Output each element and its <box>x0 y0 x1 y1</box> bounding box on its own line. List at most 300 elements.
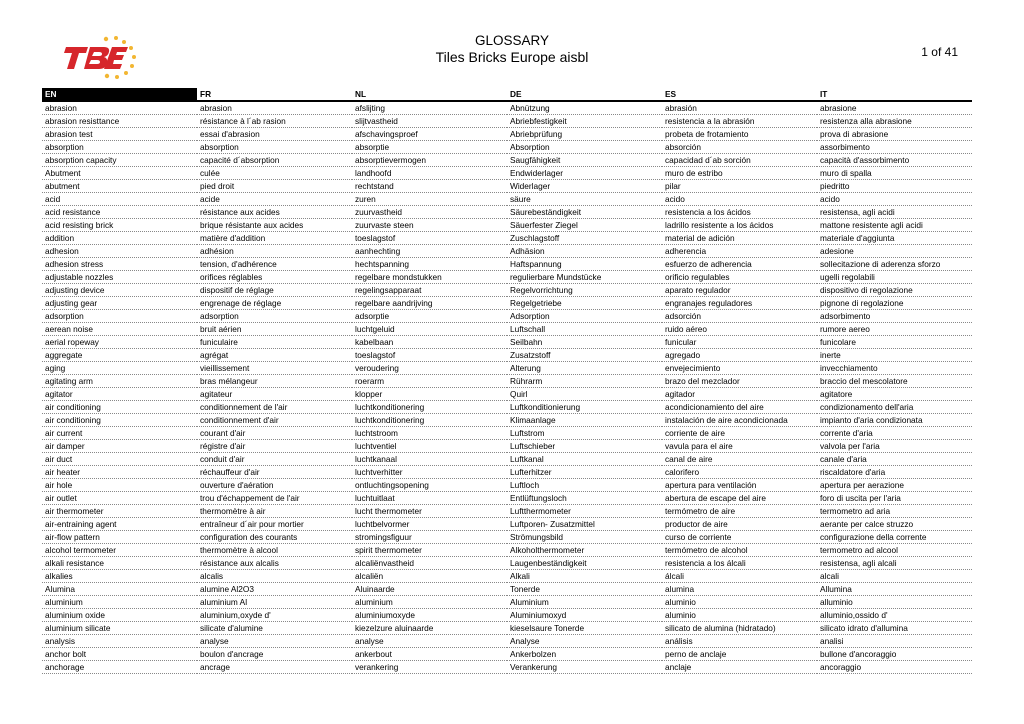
table-cell-it: ugelli regolabili <box>817 271 972 284</box>
table-row <box>42 544 972 557</box>
table-cell-es: resistencia a los álcali <box>662 557 817 570</box>
table-row <box>42 362 972 375</box>
table-cell-de: Luftkonditionierung <box>507 401 662 414</box>
table-cell-it: rumore aereo <box>817 323 972 336</box>
table-cell-es: aparato regulador <box>662 284 817 297</box>
table-cell-en: abrasion test <box>42 128 197 141</box>
table-cell-it: muro di spalla <box>817 167 972 180</box>
table-cell-nl: toeslagstof <box>352 232 507 245</box>
table-cell-es: corriente de aire <box>662 427 817 440</box>
table-cell-nl: toeslagstof <box>352 349 507 362</box>
table-row <box>42 154 972 167</box>
table-row <box>42 193 972 206</box>
table-cell-es: muro de estribo <box>662 167 817 180</box>
table-cell-nl: alcaliënvastheid <box>352 557 507 570</box>
table-cell-es: álcali <box>662 570 817 583</box>
table-cell-de: Verankerung <box>507 661 662 674</box>
table-row <box>42 427 972 440</box>
table-cell-en: anchorage <box>42 661 197 674</box>
page-number: 1 of 41 <box>921 45 958 59</box>
table-cell-it: funicolare <box>817 336 972 349</box>
table-row <box>42 648 972 661</box>
table-cell-de: Säurebeständigkeit <box>507 206 662 219</box>
table-cell-nl: stromingsfiguur <box>352 531 507 544</box>
table-cell-en: air-flow pattern <box>42 531 197 544</box>
table-cell-it: agitatore <box>817 388 972 401</box>
table-cell-nl: regelingsapparaat <box>352 284 507 297</box>
table-cell-en: Abutment <box>42 167 197 180</box>
table-cell-en: air-entraining agent <box>42 518 197 531</box>
table-cell-en: absorption capacity <box>42 154 197 167</box>
table-row <box>42 323 972 336</box>
table-row <box>42 128 972 141</box>
table-cell-de: Saugfähigkeit <box>507 154 662 167</box>
table-cell-de: Abriebprüfung <box>507 128 662 141</box>
table-cell-en: air duct <box>42 453 197 466</box>
table-cell-fr: résistance à l´ab rasion <box>197 115 352 128</box>
table-cell-de: Analyse <box>507 635 662 648</box>
table-cell-en: analysis <box>42 635 197 648</box>
table-cell-nl: luchtkanaal <box>352 453 507 466</box>
table-row <box>42 466 972 479</box>
table-row <box>42 492 972 505</box>
table-cell-es: funicular <box>662 336 817 349</box>
table-cell-de: Haftspannung <box>507 258 662 271</box>
table-cell-en: air thermometer <box>42 505 197 518</box>
table-cell-de: Luftstrom <box>507 427 662 440</box>
table-cell-es: análisis <box>662 635 817 648</box>
table-cell-es: agitador <box>662 388 817 401</box>
table-cell-es: capacidad d´ab sorción <box>662 154 817 167</box>
table-cell-en: abrasion resisttance <box>42 115 197 128</box>
table-row <box>42 414 972 427</box>
table-row <box>42 271 972 284</box>
table-cell-nl: landhoofd <box>352 167 507 180</box>
table-cell-fr: ouverture d'aération <box>197 479 352 492</box>
table-cell-nl: lucht thermometer <box>352 505 507 518</box>
table-cell-fr: thermomètre à alcool <box>197 544 352 557</box>
table-cell-fr: silicate d'alumine <box>197 622 352 635</box>
table-cell-fr: essai d'abrasion <box>197 128 352 141</box>
table-cell-fr: courant d'air <box>197 427 352 440</box>
table-cell-es: calorifero <box>662 466 817 479</box>
table-cell-nl: aluminium <box>352 596 507 609</box>
table-cell-nl: luchtbelvormer <box>352 518 507 531</box>
table-cell-de: Alterung <box>507 362 662 375</box>
table-cell-it: corrente d'aria <box>817 427 972 440</box>
table-row <box>42 570 972 583</box>
table-cell-it: prova di abrasione <box>817 128 972 141</box>
column-header-es: ES <box>665 89 677 99</box>
table-cell-es: abertura de escape del aire <box>662 492 817 505</box>
table-cell-nl: regelbare aandrijving <box>352 297 507 310</box>
table-cell-nl: veroudering <box>352 362 507 375</box>
table-cell-de: Rührarm <box>507 375 662 388</box>
table-cell-nl: zuurvaste steen <box>352 219 507 232</box>
table-row <box>42 622 972 635</box>
table-cell-fr: adsorption <box>197 310 352 323</box>
table-cell-nl: rechtstand <box>352 180 507 193</box>
table-row <box>42 557 972 570</box>
table-cell-en: adjustable nozzles <box>42 271 197 284</box>
table-cell-nl: kabelbaan <box>352 336 507 349</box>
table-cell-nl: alcaliën <box>352 570 507 583</box>
table-cell-fr: analyse <box>197 635 352 648</box>
table-cell-fr: matière d'addition <box>197 232 352 245</box>
table-cell-fr: ancrage <box>197 661 352 674</box>
table-cell-fr: pied droit <box>197 180 352 193</box>
table-cell-en: acid resistance <box>42 206 197 219</box>
table-cell-es: apertura para ventilación <box>662 479 817 492</box>
table-cell-de: Endwiderlager <box>507 167 662 180</box>
table-row <box>42 401 972 414</box>
table-cell-de: Zuschlagstoff <box>507 232 662 245</box>
table-cell-en: aggregate <box>42 349 197 362</box>
table-cell-nl: luchtverhitter <box>352 466 507 479</box>
table-row <box>42 375 972 388</box>
table-cell-de: Luftkanal <box>507 453 662 466</box>
table-cell-it: riscaldatore d'aria <box>817 466 972 479</box>
table-cell-fr: agitateur <box>197 388 352 401</box>
table-cell-de: Alkali <box>507 570 662 583</box>
table-cell-nl: afslijting <box>352 101 507 115</box>
table-cell-fr: aluminium Al <box>197 596 352 609</box>
table-cell-it: configurazione della corrente <box>817 531 972 544</box>
table-cell-en: air conditioning <box>42 414 197 427</box>
table-cell-de: Adsorption <box>507 310 662 323</box>
column-header-it: IT <box>820 89 828 99</box>
table-cell-de: kieselsaure Tonerde <box>507 622 662 635</box>
page-title: GLOSSARY <box>474 33 550 48</box>
table-cell-en: aluminium oxide <box>42 609 197 622</box>
table-cell-it: acido <box>817 193 972 206</box>
table-row <box>42 518 972 531</box>
table-cell-nl: slijtvastheid <box>352 115 507 128</box>
table-cell-de: Klimaanlage <box>507 414 662 427</box>
table-cell-de: Säuerfester Ziegel <box>507 219 662 232</box>
table-cell-it: bullone d'ancoraggio <box>817 648 972 661</box>
table-cell-es: resistencia a la abrasión <box>662 115 817 128</box>
table-cell-it: condizionamento dell'aria <box>817 401 972 414</box>
table-cell-nl: ontluchtingsopening <box>352 479 507 492</box>
table-cell-en: adhesion <box>42 245 197 258</box>
table-cell-fr: configuration des courants <box>197 531 352 544</box>
table-cell-es: productor de aire <box>662 518 817 531</box>
table-cell-it: valvola per l'aria <box>817 440 972 453</box>
table-row <box>42 101 972 115</box>
table-cell-fr: bruit aérien <box>197 323 352 336</box>
table-cell-en: acid resisting brick <box>42 219 197 232</box>
table-header-row <box>42 88 972 101</box>
table-cell-nl: absorptievermogen <box>352 154 507 167</box>
table-cell-de: Abnützung <box>507 101 662 115</box>
table-cell-fr: agrégat <box>197 349 352 362</box>
table-cell-fr: alumine Al2O3 <box>197 583 352 596</box>
table-cell-fr: tension, d'adhérence <box>197 258 352 271</box>
table-cell-it: resistensa, agli alcali <box>817 557 972 570</box>
table-cell-it: canale d'aria <box>817 453 972 466</box>
table-cell-fr: engrenage de réglage <box>197 297 352 310</box>
table-cell-fr: thermomètre à air <box>197 505 352 518</box>
table-cell-de: Ankerbolzen <box>507 648 662 661</box>
table-cell-fr: orifices réglables <box>197 271 352 284</box>
column-header-fr: FR <box>200 89 212 99</box>
table-cell-es: perno de anclaje <box>662 648 817 661</box>
table-cell-fr: conduit d'air <box>197 453 352 466</box>
table-cell-de: Zusatzstoff <box>507 349 662 362</box>
table-cell-it: termometro ad alcool <box>817 544 972 557</box>
table-cell-es: pilar <box>662 180 817 193</box>
table-cell-fr: alcalis <box>197 570 352 583</box>
table-cell-it: Allumina <box>817 583 972 596</box>
table-cell-de: Alkoholthermometer <box>507 544 662 557</box>
table-cell-en: acid <box>42 193 197 206</box>
table-cell-es: acondicionamiento del aire <box>662 401 817 414</box>
table-cell-de: säure <box>507 193 662 206</box>
table-cell-it: resistenza alla abrasione <box>817 115 972 128</box>
table-row <box>42 349 972 362</box>
table-row <box>42 388 972 401</box>
table-cell-it: alluminio <box>817 596 972 609</box>
table-cell-es: orificio regulables <box>662 271 817 284</box>
table-cell-it: pignone di regolazione <box>817 297 972 310</box>
table-cell-es: acido <box>662 193 817 206</box>
table-cell-es: engranajes reguladores <box>662 297 817 310</box>
page-subtitle: Tiles Bricks Europe aisbl <box>435 49 589 65</box>
table-cell-es: aluminio <box>662 596 817 609</box>
table-row <box>42 297 972 310</box>
table-cell-it: aerante per calce struzzo <box>817 518 972 531</box>
table-cell-it: termometro ad aria <box>817 505 972 518</box>
table-cell-nl: verankering <box>352 661 507 674</box>
table-cell-fr: conditionnement d'air <box>197 414 352 427</box>
table-row <box>42 635 972 648</box>
table-cell-en: adsorption <box>42 310 197 323</box>
column-header-de: DE <box>510 89 522 99</box>
table-cell-nl: roerarm <box>352 375 507 388</box>
table-cell-nl: luchtkonditionering <box>352 414 507 427</box>
table-cell-es: adsorción <box>662 310 817 323</box>
table-cell-es: esfuerzo de adherencia <box>662 258 817 271</box>
table-row <box>42 310 972 323</box>
table-cell-de: Strömungsbild <box>507 531 662 544</box>
table-cell-nl: spirit thermometer <box>352 544 507 557</box>
table-cell-fr: régistre d'air <box>197 440 352 453</box>
table-cell-es: vavula para el aire <box>662 440 817 453</box>
table-cell-es: alumina <box>662 583 817 596</box>
table-cell-it: adesione <box>817 245 972 258</box>
table-cell-it: alluminio,ossido d' <box>817 609 972 622</box>
table-cell-it: materiale d'aggiunta <box>817 232 972 245</box>
table-cell-it: ancoraggio <box>817 661 972 674</box>
table-cell-en: air conditioning <box>42 401 197 414</box>
table-row <box>42 583 972 596</box>
table-cell-en: adhesion stress <box>42 258 197 271</box>
table-cell-es: ruido aéreo <box>662 323 817 336</box>
table-row <box>42 284 972 297</box>
table-row <box>42 596 972 609</box>
table-cell-nl: luchtuitlaat <box>352 492 507 505</box>
table-cell-it: abrasione <box>817 101 972 115</box>
table-cell-es: canal de aire <box>662 453 817 466</box>
table-cell-de: Lufterhitzer <box>507 466 662 479</box>
table-cell-fr: brique résistante aux acides <box>197 219 352 232</box>
table-cell-it: impianto d'aria condizionata <box>817 414 972 427</box>
table-row <box>42 206 972 219</box>
table-cell-nl: afschavingsproef <box>352 128 507 141</box>
table-cell-nl: absorptie <box>352 141 507 154</box>
table-cell-de: Entlüftungsloch <box>507 492 662 505</box>
table-row <box>42 232 972 245</box>
table-cell-de: Laugenbeständigkeit <box>507 557 662 570</box>
table-cell-en: absorption <box>42 141 197 154</box>
table-cell-en: agitator <box>42 388 197 401</box>
table-cell-en: Alumina <box>42 583 197 596</box>
table-cell-nl: kiezelzure aluinaarde <box>352 622 507 635</box>
table-cell-nl: hechtspanning <box>352 258 507 271</box>
table-cell-de: Luftloch <box>507 479 662 492</box>
table-cell-de: Luftthermometer <box>507 505 662 518</box>
table-cell-fr: boulon d'ancrage <box>197 648 352 661</box>
table-cell-it: invecchiamento <box>817 362 972 375</box>
table-cell-de: Aluminiumoxyd <box>507 609 662 622</box>
table-cell-es: curso de corriente <box>662 531 817 544</box>
table-cell-en: air hole <box>42 479 197 492</box>
table-cell-en: anchor bolt <box>42 648 197 661</box>
table-cell-en: aerial ropeway <box>42 336 197 349</box>
table-cell-es: anclaje <box>662 661 817 674</box>
table-cell-nl: luchtkonditionering <box>352 401 507 414</box>
table-cell-de: Luftschall <box>507 323 662 336</box>
table-cell-it: silicato idrato d'allumina <box>817 622 972 635</box>
table-cell-en: adjusting gear <box>42 297 197 310</box>
table-row <box>42 167 972 180</box>
table-cell-it: inerte <box>817 349 972 362</box>
table-cell-es: adherencia <box>662 245 817 258</box>
table-cell-it: mattone resistente agli acidi <box>817 219 972 232</box>
table-cell-it: apertura per aerazione <box>817 479 972 492</box>
table-cell-en: abrasion <box>42 101 197 115</box>
table-row <box>42 141 972 154</box>
table-cell-es: material de adición <box>662 232 817 245</box>
table-cell-nl: regelbare mondstukken <box>352 271 507 284</box>
table-cell-fr: entraîneur d´air pour mortier <box>197 518 352 531</box>
table-cell-de: Quirl <box>507 388 662 401</box>
table-cell-de: Aluminium <box>507 596 662 609</box>
table-cell-nl: luchtgeluid <box>352 323 507 336</box>
glossary-table <box>42 88 972 674</box>
column-header-en: EN <box>42 88 197 101</box>
table-cell-de: Luftschieber <box>507 440 662 453</box>
table-row <box>42 609 972 622</box>
table-cell-en: air current <box>42 427 197 440</box>
table-cell-fr: funiculaire <box>197 336 352 349</box>
table-cell-en: air heater <box>42 466 197 479</box>
table-cell-de: Absorption <box>507 141 662 154</box>
table-row <box>42 505 972 518</box>
table-cell-fr: absorption <box>197 141 352 154</box>
table-cell-en: alcohol termometer <box>42 544 197 557</box>
table-cell-de: regulierbare Mundstücke <box>507 271 662 284</box>
table-cell-fr: abrasion <box>197 101 352 115</box>
table-row <box>42 531 972 544</box>
table-cell-nl: zuren <box>352 193 507 206</box>
table-cell-it: analisi <box>817 635 972 648</box>
table-cell-es: ladrillo resistente a los ácidos <box>662 219 817 232</box>
table-cell-fr: vieillissement <box>197 362 352 375</box>
table-row <box>42 440 972 453</box>
table-cell-es: instalación de aire acondicionada <box>662 414 817 427</box>
table-cell-it: piedritto <box>817 180 972 193</box>
table-row <box>42 258 972 271</box>
table-cell-es: brazo del mezclador <box>662 375 817 388</box>
table-cell-it: capacità d'assorbimento <box>817 154 972 167</box>
table-cell-es: termómetro de aire <box>662 505 817 518</box>
table-cell-it: dispositivo di regolazione <box>817 284 972 297</box>
table-cell-fr: résistance aux acides <box>197 206 352 219</box>
table-cell-es: aluminio <box>662 609 817 622</box>
table-cell-en: alkali resistance <box>42 557 197 570</box>
table-cell-de: Widerlager <box>507 180 662 193</box>
table-cell-nl: luchtventiel <box>352 440 507 453</box>
table-row <box>42 336 972 349</box>
table-cell-de: Tonerde <box>507 583 662 596</box>
table-cell-de: Adhäsion <box>507 245 662 258</box>
table-cell-es: absorción <box>662 141 817 154</box>
table-cell-fr: aluminium,oxyde d' <box>197 609 352 622</box>
table-cell-fr: résistance aux alcalis <box>197 557 352 570</box>
table-row <box>42 245 972 258</box>
table-cell-nl: zuurvastheid <box>352 206 507 219</box>
table-row <box>42 219 972 232</box>
table-cell-de: Regelvorrichtung <box>507 284 662 297</box>
table-cell-fr: réchauffeur d'air <box>197 466 352 479</box>
table-row <box>42 479 972 492</box>
table-cell-es: probeta de frotamiento <box>662 128 817 141</box>
table-cell-it: braccio del mescolatore <box>817 375 972 388</box>
table-cell-en: alkalies <box>42 570 197 583</box>
table-cell-fr: trou d'échappement de l'air <box>197 492 352 505</box>
table-cell-de: Luftporen- Zusatzmittel <box>507 518 662 531</box>
table-row <box>42 453 972 466</box>
table-cell-nl: adsorptie <box>352 310 507 323</box>
table-cell-en: aging <box>42 362 197 375</box>
table-cell-nl: ankerbout <box>352 648 507 661</box>
table-cell-it: assorbimento <box>817 141 972 154</box>
table-row <box>42 115 972 128</box>
table-cell-es: termómetro de alcohol <box>662 544 817 557</box>
table-cell-nl: Aluinaarde <box>352 583 507 596</box>
table-cell-it: resistensa, agli acidi <box>817 206 972 219</box>
table-cell-it: alcali <box>817 570 972 583</box>
table-cell-fr: culée <box>197 167 352 180</box>
table-cell-es: resistencia a los ácidos <box>662 206 817 219</box>
table-cell-es: abrasión <box>662 101 817 115</box>
table-cell-en: air outlet <box>42 492 197 505</box>
table-cell-en: air damper <box>42 440 197 453</box>
column-header-nl: NL <box>355 89 367 99</box>
table-cell-fr: conditionnement de l'air <box>197 401 352 414</box>
table-cell-en: abutment <box>42 180 197 193</box>
table-cell-es: agregado <box>662 349 817 362</box>
table-cell-fr: capacité d´absorption <box>197 154 352 167</box>
table-cell-fr: bras mélangeur <box>197 375 352 388</box>
table-cell-es: silicato de alumina (hidratado) <box>662 622 817 635</box>
table-cell-de: Seilbahn <box>507 336 662 349</box>
table-cell-fr: adhésion <box>197 245 352 258</box>
table-cell-de: Abriebfestigkeit <box>507 115 662 128</box>
table-cell-nl: luchtstroom <box>352 427 507 440</box>
